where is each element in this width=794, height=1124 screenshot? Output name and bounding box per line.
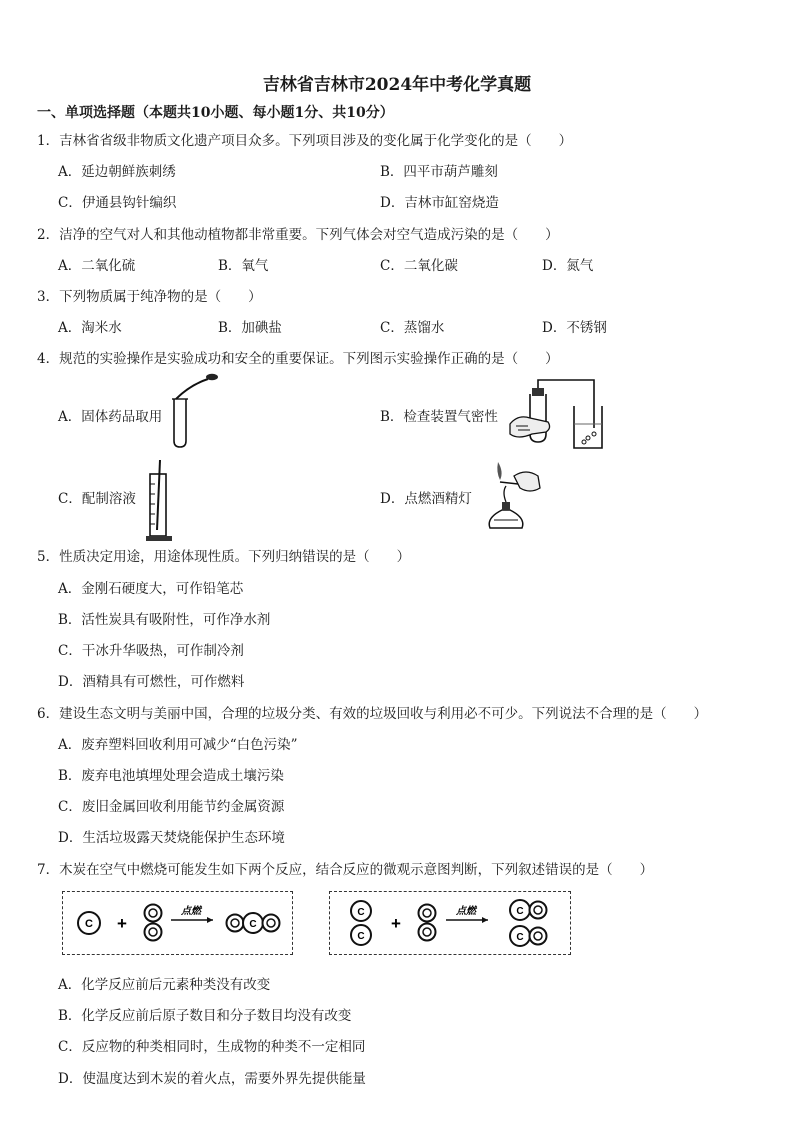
question-5-option-a: A．金刚石硬度大，可作铅笔芯	[58, 581, 244, 597]
carbon-dioxide-molecule	[227, 913, 280, 933]
question-6-option-d: D．生活垃圾露天焚烧能保护生态环境	[58, 830, 285, 846]
question-1-option-b: B．四平市葫芦雕刻	[380, 164, 498, 180]
question-6-stem: 6．建设生态文明与美丽中国，合理的垃圾分类、有效的垃圾回收与利用必不可少。下列说法不合理的是（ ）	[37, 706, 708, 722]
plus-sign: +	[391, 914, 401, 933]
oxygen-molecule	[145, 905, 162, 941]
svg-text:C: C	[249, 919, 257, 930]
plus-sign: +	[117, 914, 127, 933]
reaction-condition-label: 点燃	[456, 906, 476, 917]
question-4-stem: 4．规范的实验操作是实验成功和安全的重要保证。下列图示实验操作正确的是（ ）	[37, 351, 559, 367]
question-1-option-c: C．伊通县钩针编织	[58, 195, 177, 211]
question-6-option-c: C．废旧金属回收利用能节约金属资源	[58, 799, 285, 815]
question-5-option-b: B．活性炭具有吸附性，可作净水剂	[58, 612, 271, 628]
question-6-option-b: B．废弃电池填埋处理会造成土壤污染	[58, 768, 284, 784]
airtight-check-apparatus-icon	[508, 376, 608, 451]
question-4-option-d: D．点燃酒精灯	[380, 491, 472, 507]
question-5-stem: 5．性质决定用途，用途体现性质。下列归纳错误的是（ ）	[37, 549, 411, 565]
question-7-stem: 7．木炭在空气中燃烧可能发生如下两个反应，结合反应的微观示意图判断，下列叙述错误的是（ ）	[37, 862, 654, 878]
question-5-option-c: C．干冰升华吸热，可作制冷剂	[58, 643, 244, 659]
carbon-atoms	[351, 901, 371, 945]
page-title: 吉林省吉林市2024年中考化学真题	[262, 75, 532, 95]
alcohol-lamp-lighting-icon	[480, 458, 544, 530]
question-7-option-d: D．使温度达到木炭的着火点，需要外界先提供能量	[58, 1071, 366, 1087]
question-7-option-b: B．化学反应前后原子数目和分子数目均没有改变	[58, 1008, 352, 1024]
svg-text:C: C	[516, 932, 524, 943]
section-heading: 一、单项选择题（本题共10小题、每小题1分、共10分）	[37, 105, 394, 121]
question-2-option-b: B．氧气	[218, 258, 269, 274]
svg-text:C: C	[357, 931, 365, 942]
carbon-atom	[78, 912, 100, 934]
question-5-option-d: D．酒精具有可燃性，可作燃料	[58, 674, 245, 690]
graduated-cylinder-icon	[146, 460, 176, 542]
reaction-diagram-1	[62, 891, 293, 955]
svg-text:C: C	[357, 907, 365, 918]
question-3-option-c: C．蒸馏水	[380, 320, 445, 336]
question-2-option-c: C．二氧化碳	[380, 258, 458, 274]
question-1-stem: 1．吉林省省级非物质文化遗产项目众多。下列项目涉及的变化属于化学变化的是（ ）	[37, 133, 573, 149]
reaction-condition-label: 点燃	[181, 906, 201, 917]
question-4-option-a: A．固体药品取用	[58, 409, 163, 425]
spoon-test-tube-icon	[170, 373, 220, 448]
question-1-option-a: A．延边朝鲜族刺绣	[58, 164, 176, 180]
question-3-option-b: B．加碘盐	[218, 320, 282, 336]
question-1-option-d: D．吉林市缸窑烧造	[380, 195, 499, 211]
svg-text:C: C	[85, 918, 93, 930]
question-7-option-c: C．反应物的种类相同时，生成物的种类不一定相同	[58, 1039, 366, 1055]
carbon-monoxide-molecules	[510, 900, 547, 946]
question-3-option-d: D．不锈钢	[542, 320, 607, 336]
question-2-stem: 2．洁净的空气对人和其他动植物都非常重要。下列气体会对空气造成污染的是（ ）	[37, 227, 559, 243]
question-4-option-b: B．检查装置气密性	[380, 409, 498, 425]
question-2-option-d: D．氮气	[542, 258, 594, 274]
question-6-option-a: A．废弃塑料回收利用可减少“白色污染”	[58, 737, 298, 753]
question-7-option-a: A．化学反应前后元素种类没有改变	[58, 977, 271, 993]
svg-text:C: C	[516, 906, 524, 917]
question-2-option-a: A．二氧化硫	[58, 258, 136, 274]
question-3-stem: 3．下列物质属于纯净物的是（ ）	[37, 289, 262, 305]
reaction-diagram-2	[329, 891, 571, 955]
oxygen-molecule	[419, 905, 436, 941]
question-3-option-a: A．淘米水	[58, 320, 122, 336]
question-4-option-c: C．配制溶液	[58, 491, 136, 507]
